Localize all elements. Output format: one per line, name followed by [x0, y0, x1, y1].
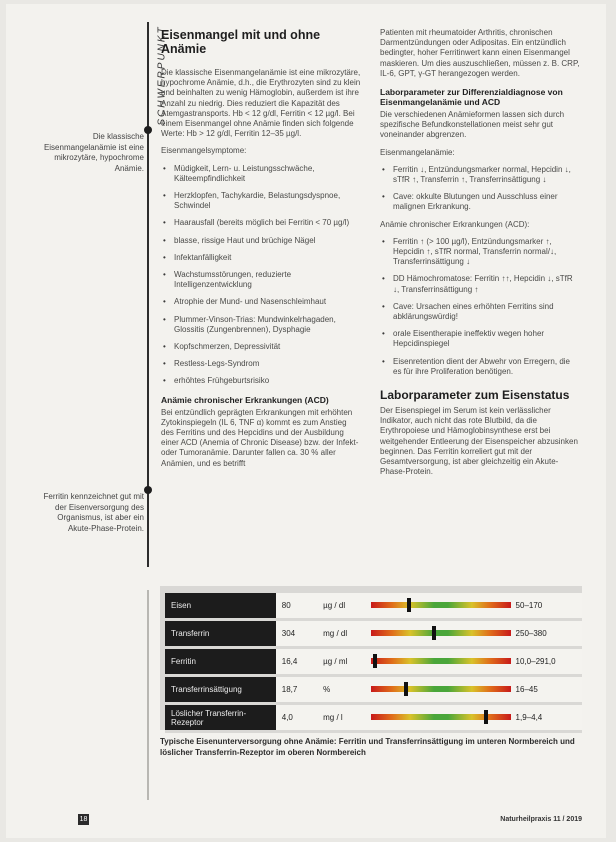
section-heading: Laborparameter zur Differenzialdiagnose von Eisenmangelanämie und ACD: [380, 87, 563, 108]
reference-range: 50–170: [510, 593, 582, 620]
acd-list: [380, 237, 580, 377]
list-heading: Eisenmangelsymptome:: [161, 146, 247, 156]
paragraph: Patienten mit rheumatoider Arthritis, chronischen Darmentzündungen oder Adipositas. Ein entzündlich bedingter, hoher Ferritinwert kann einen Eisenmangel maskieren. Um dies auszuschließen, müssen z. B. CRP, IL-6, GPT, γ-GT herangezogen werden.: [380, 28, 580, 78]
section-heading: Anämie chronischer Erkrankungen (ACD): [161, 394, 329, 405]
list-heading: Eisenmangelanämie:: [380, 147, 455, 157]
list-item: • orale Eisentherapie ineffektiv wegen hoher Hepcidinspiegel: [380, 329, 580, 349]
param-label: Eisen: [165, 593, 276, 620]
list-item: • DD Hämochromatose: Ferritin ↑↑, Hepcidin ↓, sTfR ↓, Transferrinsättigung ↑: [380, 274, 580, 294]
table-row: [165, 704, 582, 732]
level-marker: [484, 710, 488, 724]
gradient-scale: [371, 630, 511, 636]
level-bar: [363, 620, 510, 648]
param-unit: mg / dl: [317, 620, 363, 648]
article-title: Eisenmangel mit und ohne Anämie: [161, 28, 321, 56]
level-bar: [363, 648, 510, 676]
gradient-scale: [371, 686, 511, 692]
paragraph: Die klassische Eisenmangelanämie ist eine mikrozytäre, hypochrome Anämie, d.h., die Erythrozyten sind zu klein und beinhalten zu wenig Hämoglobin, außerdem ist ihre Anzahl zu niedrig. Dies reduziert die Kapazität des Atemgastransports. Hb < 12 g/dl, Ferritin < 12 µg/l. Bei einem Eisenmangel ohne Anämie finden sich folgende Werte: Hb > 12 g/dl, Ferritin 12–35 µg/l.: [161, 68, 361, 139]
iron-deficiency-list: [380, 165, 580, 213]
section-heading: Laborparameter zum Eisenstatus: [380, 388, 570, 403]
level-marker: [407, 598, 411, 612]
lab-results-table: [160, 586, 582, 730]
param-label: Transferrin: [165, 620, 276, 648]
param-value: 80: [276, 593, 317, 620]
param-value: 18,7: [276, 676, 317, 704]
list-item: • Ferritin ↓, Entzündungsmarker normal, Hepcidin ↓, sTfR ↑, Transferrin ↑, Transferrinsättigung ↓: [380, 165, 580, 185]
gradient-scale: [371, 602, 511, 608]
section-tag: SCHWERPUNKT: [156, 25, 168, 126]
list-item: • Kopfschmerzen, Depressivität: [161, 342, 361, 352]
param-value: 4,0: [276, 704, 317, 732]
margin-note-dot: [144, 486, 152, 494]
list-item: • erhöhtes Frühgeburtsrisiko: [161, 376, 361, 386]
table-caption: Typische Eisenunterversorgung ohne Anämie: Ferritin und Transferrinsättigung im unteren Normbereich und löslicher Transferrin-Rezeptor im oberen Normbereich: [160, 737, 575, 757]
level-bar: [363, 676, 510, 704]
param-label: Löslicher Transferrin-Rezeptor: [165, 704, 276, 732]
list-item: • Atrophie der Mund- und Nasenschleimhaut: [161, 297, 361, 307]
level-marker: [432, 626, 436, 640]
list-item: • Ferritin ↑ (> 100 µg/l), Entzündungsmarker ↑, Hepcidin ↑, sTfR normal, Transferrin normal/↓, Transferrinsättigung ↓: [380, 237, 580, 268]
paragraph: Bei entzündlich geprägten Erkrankungen mit erhöhten Zytokinspiegeln (IL 6, TNF α) kommt es zum Anstieg des Ferritins und des Hepcidins und der Ausbildung einer ACD (Anemia of Chronic Disease) bzw. der Infekt- oder Tumoranämie. Darunter fallen ca. 30 % aller Anämien, und es betrifft: [161, 407, 359, 468]
list-item: • Herzklopfen, Tachykardie, Belastungsdyspnoe, Schwindel: [161, 191, 361, 211]
param-unit: µg / dl: [317, 593, 363, 620]
table-row: [165, 620, 582, 648]
list-item: • blasse, rissige Haut und brüchige Nägel: [161, 236, 361, 246]
column-left: [161, 28, 361, 476]
list-item: • Cave: Ursachen eines erhöhten Ferritins sind abklärungswürdig!: [380, 302, 580, 322]
list-heading: Anämie chronischer Erkrankungen (ACD):: [380, 219, 530, 229]
column-right: [380, 28, 580, 485]
level-marker: [404, 682, 408, 696]
margin-note: Die klassische Eisenmangelanämie ist eine mikrozytäre, hypochrome Anämie.: [43, 132, 144, 173]
list-item: • Eisenretention dient der Abwehr von Erregern, die es für ihre Proliferation benötigen.: [380, 357, 580, 377]
footer-issue: Naturheilpraxis 11 / 2019: [500, 816, 582, 823]
level-bar: [363, 593, 510, 620]
param-unit: mg / l: [317, 704, 363, 732]
reference-range: 250–380: [510, 620, 582, 648]
list-item: • Plummer-Vinson-Trias: Mundwinkelrhagaden, Glossitis (Zungenbrennen), Dysphagie: [161, 315, 361, 335]
level-marker: [373, 654, 377, 668]
margin-note: Ferritin kennzeichnet gut mit der Eisenversorgung des Organismus, ist aber ein Akute-Phase-Protein.: [43, 492, 144, 533]
gradient-scale: [371, 714, 511, 720]
param-label: Transferrinsättigung: [165, 676, 276, 704]
table-row: [165, 648, 582, 676]
param-unit: %: [317, 676, 363, 704]
param-label: Ferritin: [165, 648, 276, 676]
paragraph: Die verschiedenen Anämieformen lassen sich durch spezifische Befundkonstellationen meist sehr gut voneinander abgrenzen.: [380, 110, 565, 140]
paragraph: Der Eisenspiegel im Serum ist kein verlässlicher Indikator, auch nicht das rote Blutbild, da die Erythropoiese und Hämoglobinsynthese erst bei weitgehender Entleerung der Eisenspeicher abzusinken beginnen. Das Ferritin korreliert gut mit der Gesamtversorgung, ist aber gleichzeitig ein Akute-Phase-Protein.: [380, 406, 578, 477]
level-bar: [363, 704, 510, 732]
vertical-rule-lower: [147, 590, 149, 800]
reference-range: 10,0–291,0: [510, 648, 582, 676]
gradient-scale: [371, 658, 511, 664]
reference-range: 16–45: [510, 676, 582, 704]
symptom-list: [161, 164, 361, 387]
list-item: • Infektanfälligkeit: [161, 253, 361, 263]
list-item: • Müdigkeit, Lern- u. Leistungsschwäche, Kälteempfindlichkeit: [161, 164, 361, 184]
param-value: 16,4: [276, 648, 317, 676]
param-unit: µg / ml: [317, 648, 363, 676]
page-number: 18: [79, 816, 88, 823]
param-value: 304: [276, 620, 317, 648]
table-row: [165, 676, 582, 704]
list-item: • Haarausfall (bereits möglich bei Ferritin < 70 µg/l): [161, 218, 361, 228]
list-item: • Cave: okkulte Blutungen und Ausschluss einer malignen Erkrankung.: [380, 192, 580, 212]
margin-note-dot: [144, 126, 152, 134]
reference-range: 1,9–4,4: [510, 704, 582, 732]
list-item: • Wachstumsstörungen, reduzierte Intelligenzentwicklung: [161, 270, 361, 290]
list-item: • Restless-Legs-Syndrom: [161, 359, 361, 369]
table-row: [165, 593, 582, 620]
